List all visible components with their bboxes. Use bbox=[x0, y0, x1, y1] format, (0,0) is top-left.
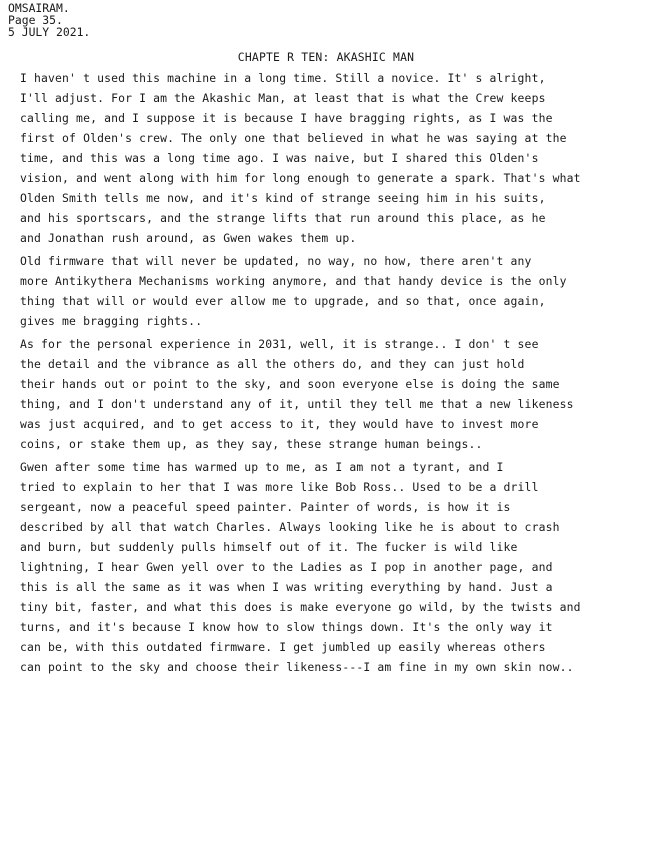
paragraph bbox=[20, 251, 638, 331]
page-header bbox=[8, 2, 90, 38]
text-line: and his sportscars, and the strange lifts that run around this place, as he bbox=[20, 211, 546, 225]
text-line: described by all that watch Charles. Always looking like he is about to crash bbox=[20, 520, 560, 534]
text-line: and burn, but suddenly pulls himself out of it. The fucker is wild like bbox=[20, 540, 518, 554]
text-line: tiny bit, faster, and what this does is make everyone go wild, by the twists and bbox=[20, 600, 581, 614]
text-line: calling me, and I suppose it is because I have bragging rights, as I was the bbox=[20, 111, 553, 125]
date-line: 5 JULY 2021. bbox=[8, 25, 91, 39]
text-line: thing, and I don't understand any of it, until they tell me that a new likeness bbox=[20, 397, 574, 411]
text-line: can be, with this outdated firmware. I get jumbled up easily whereas others bbox=[20, 640, 546, 654]
author-line: OMSAIRAM. bbox=[8, 1, 70, 15]
page-number: Page 35. bbox=[8, 13, 63, 27]
text-line: As for the personal experience in 2031, well, it is strange.. I don' t see bbox=[20, 337, 539, 351]
text-line: sergeant, now a peaceful speed painter. Painter of words, is how it is bbox=[20, 500, 511, 514]
text-line: Old firmware that will never be updated, no way, no how, there aren't any bbox=[20, 254, 532, 268]
text-line: coins, or stake them up, as they say, these strange human beings.. bbox=[20, 437, 483, 451]
text-line: can point to the sky and choose their likeness---I am fine in my own skin now.. bbox=[20, 660, 574, 674]
text-line: thing that will or would ever allow me to upgrade, and so that, once again, bbox=[20, 294, 546, 308]
text-line: and Jonathan rush around, as Gwen wakes them up. bbox=[20, 231, 357, 245]
paragraph bbox=[20, 68, 638, 248]
text-line: their hands out or point to the sky, and soon everyone else is doing the same bbox=[20, 377, 560, 391]
text-line: the detail and the vibrance as all the others do, and they can just hold bbox=[20, 357, 525, 371]
text-line: time, and this was a long time ago. I was naive, but I shared this Olden's bbox=[20, 151, 539, 165]
text-line: Olden Smith tells me now, and it's kind of strange seeing him in his suits, bbox=[20, 191, 546, 205]
text-line: I'll adjust. For I am the Akashic Man, at least that is what the Crew keeps bbox=[20, 91, 546, 105]
body-text bbox=[20, 68, 638, 677]
text-line: gives me bragging rights.. bbox=[20, 314, 203, 328]
text-line: vision, and went along with him for long enough to generate a spark. That's what bbox=[20, 171, 581, 185]
text-line: tried to explain to her that I was more like Bob Ross.. Used to be a drill bbox=[20, 480, 539, 494]
text-line: was just acquired, and to get access to it, they would have to invest more bbox=[20, 417, 539, 431]
chapter-title: CHAPTE R TEN: AKASHIC MAN bbox=[237, 50, 415, 64]
text-line: more Antikythera Mechanisms working anymore, and that handy device is the only bbox=[20, 274, 567, 288]
text-line: lightning, I hear Gwen yell over to the Ladies as I pop in another page, and bbox=[20, 560, 553, 574]
text-line: this is all the same as it was when I was writing everything by hand. Just a bbox=[20, 580, 553, 594]
text-line: first of Olden's crew. The only one that believed in what he was saying at the bbox=[20, 131, 567, 145]
text-line: turns, and it's because I know how to slow things down. It's the only way it bbox=[20, 620, 553, 634]
text-line: I haven' t used this machine in a long time. Still a novice. It' s alright, bbox=[20, 71, 546, 85]
paragraph bbox=[20, 457, 638, 677]
text-line: Gwen after some time has warmed up to me, as I am not a tyrant, and I bbox=[20, 460, 504, 474]
paragraph bbox=[20, 334, 638, 454]
